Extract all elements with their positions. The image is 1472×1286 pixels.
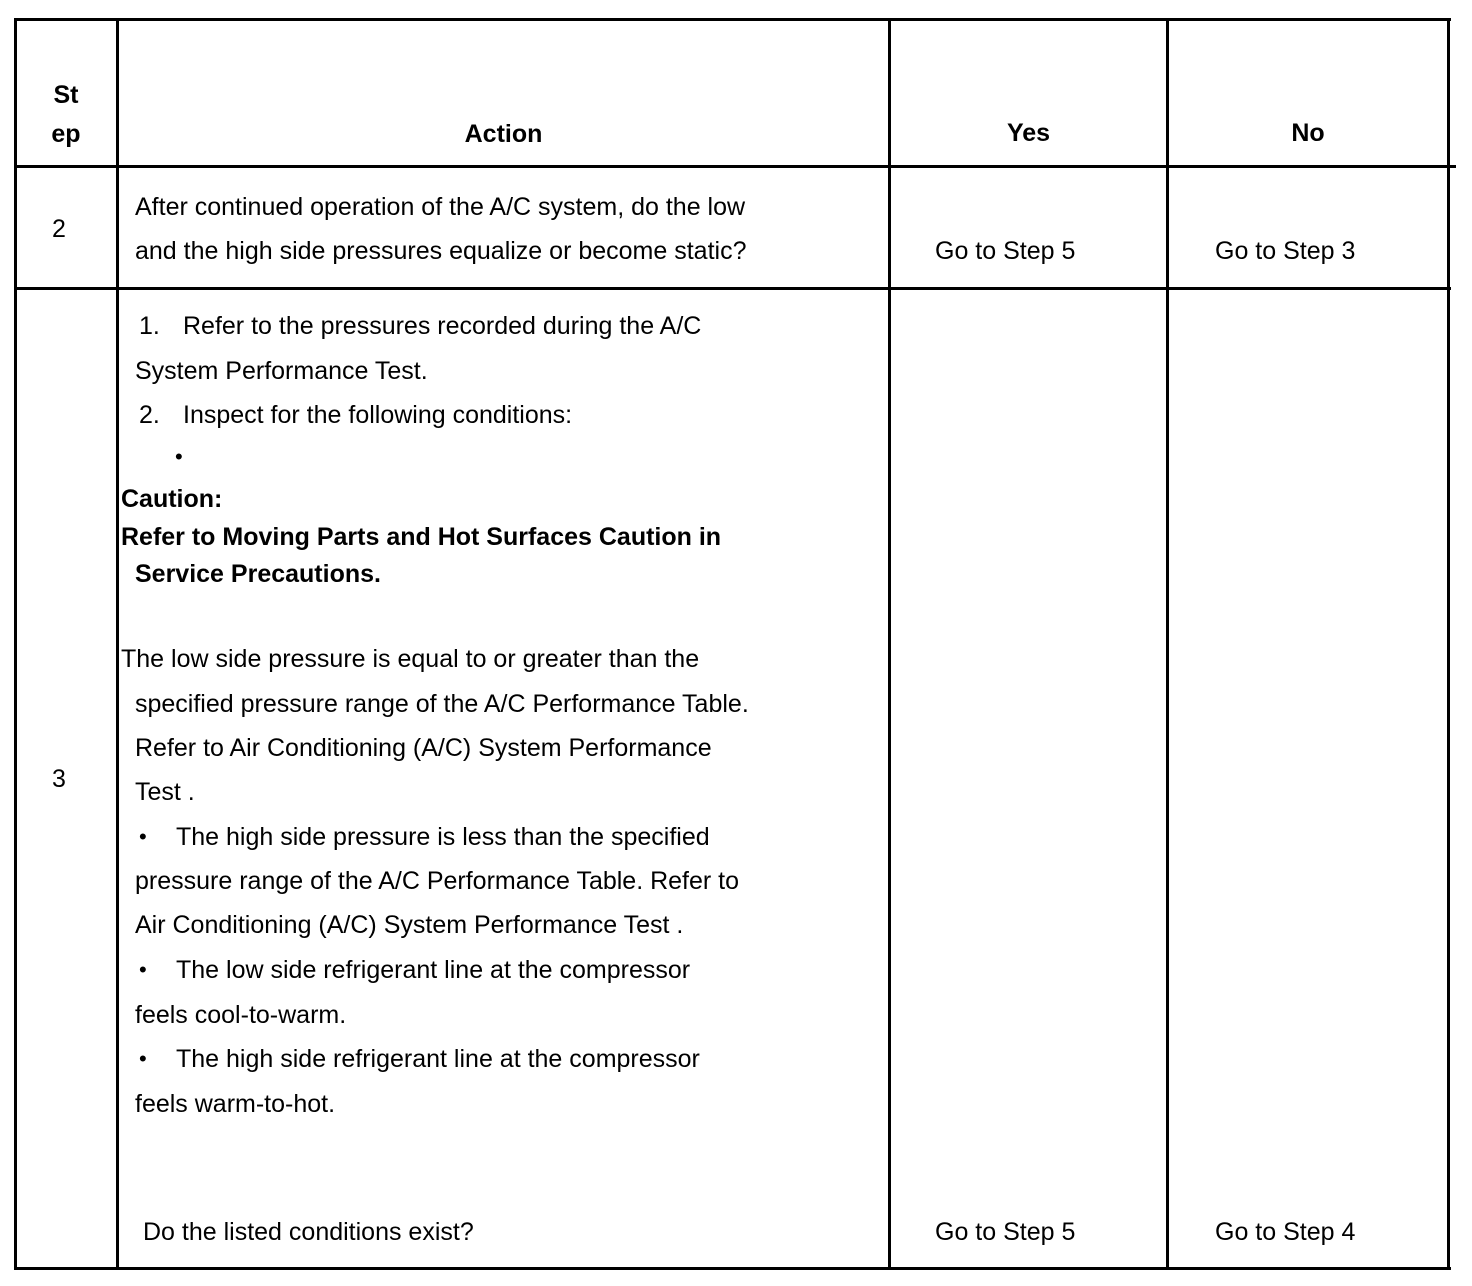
high-side-pressure-text: The high side pressure is less than the specified (176, 823, 710, 851)
item1-number: 1. (139, 312, 160, 340)
table-bottom-border (14, 1267, 1451, 1270)
caution-text-cont: Service Precautions. (135, 560, 381, 588)
header-step-line1: St (53, 81, 79, 109)
bullet-marker: • (139, 824, 147, 849)
high-side-pressure-text-cont: Air Conditioning (A/C) System Performance Test . (135, 911, 684, 939)
header-no: No (1291, 119, 1325, 147)
header-step-line2: ep (51, 120, 81, 148)
header-yes: Yes (1006, 119, 1051, 147)
high-side-line-text-cont: feels warm-to-hot. (135, 1090, 336, 1118)
low-side-line-text-cont: feels cool-to-warm. (135, 1001, 347, 1029)
row2-action-line: and the high side pressures equalize or become static? (135, 237, 747, 265)
row3-no-link[interactable]: Go to Step 4 (1215, 1218, 1356, 1246)
item2-number: 2. (139, 401, 160, 429)
action-yes-divider (888, 18, 891, 1270)
row2-no-link[interactable]: Go to Step 3 (1215, 237, 1356, 265)
item2-text: Inspect for the following conditions: (183, 401, 573, 429)
item1-text-cont: System Performance Test. (135, 357, 428, 385)
header-action: Action (464, 120, 543, 148)
high-side-pressure-text-cont: pressure range of the A/C Performance Table. Refer to (135, 867, 740, 895)
low-side-line-text: The low side refrigerant line at the compressor (176, 956, 691, 984)
header-bottom-border (14, 165, 1456, 168)
row3-question: Do the listed conditions exist? (143, 1218, 474, 1246)
caution-label: Caution: (121, 485, 223, 513)
row3-yes-link[interactable]: Go to Step 5 (935, 1218, 1076, 1246)
bullet-marker: • (139, 1046, 147, 1071)
low-side-text: Refer to Air Conditioning (A/C) System Performance (135, 734, 712, 762)
low-side-text: specified pressure range of the A/C Performance Table. (135, 690, 749, 718)
row2-yes-link[interactable]: Go to Step 5 (935, 237, 1076, 265)
yes-no-divider (1166, 18, 1169, 1270)
row3-step-number: 3 (52, 765, 66, 793)
empty-bullet: • (175, 444, 183, 469)
low-side-text: Test . (135, 778, 195, 806)
bullet-marker: • (139, 957, 147, 982)
row2-action-line: After continued operation of the A/C system, do the low (135, 193, 746, 221)
table-right-border (1447, 18, 1450, 1270)
step-action-divider (116, 18, 119, 1270)
low-side-text: The low side pressure is equal to or greater than the (121, 645, 700, 673)
high-side-line-text: The high side refrigerant line at the compressor (176, 1045, 700, 1073)
caution-text: Refer to Moving Parts and Hot Surfaces Caution in (121, 523, 722, 551)
table-top-border (14, 18, 1451, 21)
table-left-border (14, 18, 17, 1270)
item1-text: Refer to the pressures recorded during the A/C (183, 312, 702, 340)
row2-bottom-border (14, 287, 1451, 290)
row2-step-number: 2 (52, 215, 66, 243)
